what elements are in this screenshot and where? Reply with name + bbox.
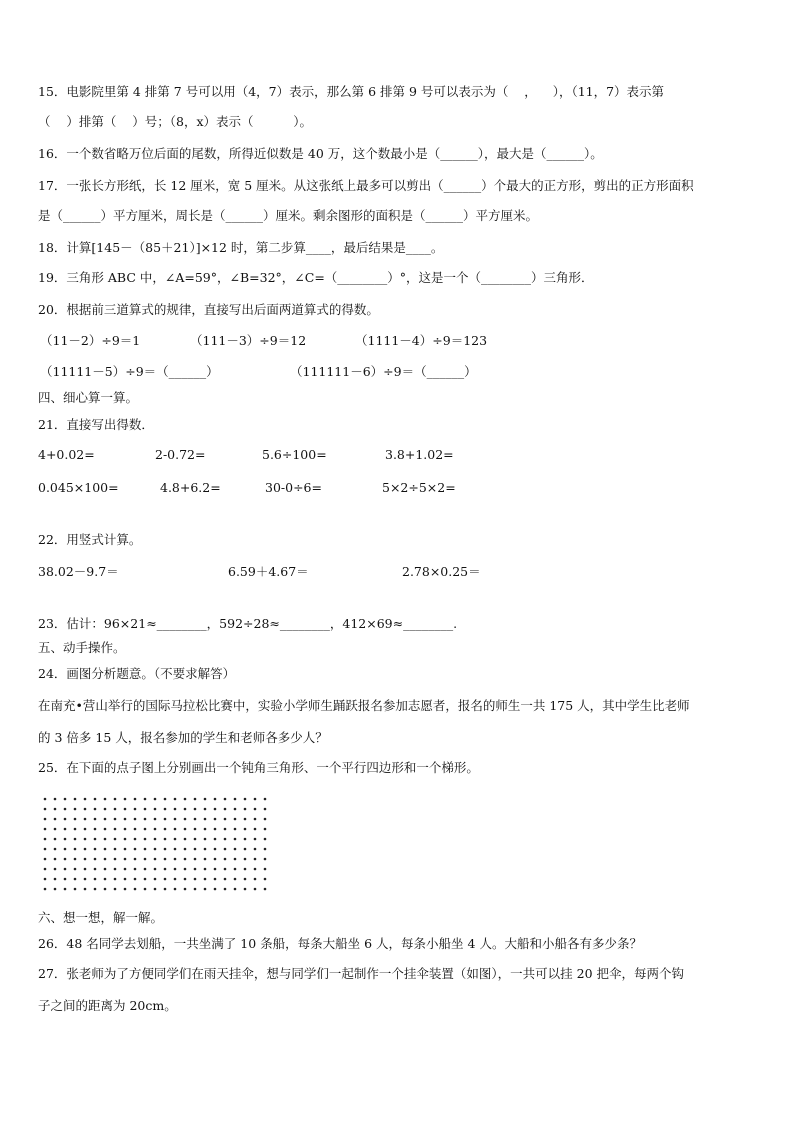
grid-dot bbox=[84, 888, 87, 891]
grid-dot bbox=[114, 848, 117, 851]
grid-dot bbox=[94, 818, 97, 821]
grid-dot bbox=[174, 868, 177, 871]
grid-dot bbox=[234, 818, 237, 821]
grid-dot bbox=[214, 838, 217, 841]
grid-dot bbox=[204, 888, 207, 891]
grid-dot bbox=[264, 838, 267, 841]
q27-line1: 27．张老师为了方便同学们在雨天挂伞，想与同学们一起制作一个挂伞装置（如图），一共可以挂 20 把伞，每两个钩 bbox=[38, 966, 685, 981]
grid-dot bbox=[164, 858, 167, 861]
grid-dot bbox=[44, 828, 47, 831]
grid-dot bbox=[124, 838, 127, 841]
grid-dot bbox=[124, 878, 127, 881]
grid-dot bbox=[244, 828, 247, 831]
grid-dot bbox=[234, 868, 237, 871]
grid-dot bbox=[64, 798, 67, 801]
q17-line2: 是（______）平方厘米，周长是（______）厘米。剩余图形的面积是（______）平方厘米。 bbox=[38, 208, 539, 223]
q21-item-7: 30-0÷6= bbox=[265, 480, 322, 495]
q20-expr-1: （11－2）÷9＝1 bbox=[40, 333, 141, 348]
grid-dot bbox=[174, 878, 177, 881]
grid-dot bbox=[264, 848, 267, 851]
q19: 19．三角形 ABC 中，∠A=59°，∠B=32°，∠C=（________）°，这是一个（________）三角形． bbox=[38, 270, 594, 285]
grid-dot bbox=[184, 878, 187, 881]
grid-dot bbox=[164, 818, 167, 821]
grid-dot bbox=[64, 848, 67, 851]
grid-dot bbox=[114, 838, 117, 841]
grid-dot bbox=[174, 828, 177, 831]
grid-dot bbox=[174, 818, 177, 821]
grid-dot bbox=[104, 858, 107, 861]
grid-dot bbox=[144, 858, 147, 861]
grid-dot bbox=[84, 798, 87, 801]
q21-intro: 21．直接写出得数． bbox=[38, 417, 154, 432]
grid-dot bbox=[224, 818, 227, 821]
grid-dot bbox=[234, 838, 237, 841]
grid-dot bbox=[214, 868, 217, 871]
grid-dot bbox=[234, 878, 237, 881]
grid-dot bbox=[84, 848, 87, 851]
grid-dot bbox=[124, 828, 127, 831]
grid-dot bbox=[154, 858, 157, 861]
grid-dot bbox=[194, 808, 197, 811]
grid-dot bbox=[224, 878, 227, 881]
grid-dot bbox=[214, 798, 217, 801]
grid-dot bbox=[104, 818, 107, 821]
grid-dot bbox=[264, 818, 267, 821]
grid-dot bbox=[114, 878, 117, 881]
grid-dot bbox=[254, 888, 257, 891]
grid-dot bbox=[144, 878, 147, 881]
grid-dot bbox=[124, 858, 127, 861]
grid-dot bbox=[244, 838, 247, 841]
grid-dot bbox=[74, 848, 77, 851]
grid-dot bbox=[144, 848, 147, 851]
grid-dot bbox=[114, 858, 117, 861]
grid-dot bbox=[64, 878, 67, 881]
grid-dot bbox=[184, 828, 187, 831]
grid-dot bbox=[124, 798, 127, 801]
grid-dot bbox=[64, 858, 67, 861]
grid-dot bbox=[234, 798, 237, 801]
grid-dot bbox=[94, 828, 97, 831]
grid-dot bbox=[264, 798, 267, 801]
grid-dot bbox=[144, 828, 147, 831]
grid-dot bbox=[244, 818, 247, 821]
grid-dot bbox=[134, 858, 137, 861]
grid-dot bbox=[104, 798, 107, 801]
grid-dot bbox=[64, 838, 67, 841]
grid-dot bbox=[204, 838, 207, 841]
grid-dot bbox=[194, 888, 197, 891]
grid-dot bbox=[44, 878, 47, 881]
q20-expr-5: （111111－6）÷9＝（______） bbox=[290, 364, 477, 379]
grid-dot bbox=[84, 868, 87, 871]
grid-dot bbox=[154, 838, 157, 841]
grid-dot bbox=[114, 828, 117, 831]
grid-dot bbox=[94, 878, 97, 881]
grid-dot bbox=[74, 838, 77, 841]
grid-dot bbox=[164, 878, 167, 881]
grid-dot bbox=[184, 868, 187, 871]
q27-line2: 子之间的距离为 20cm。 bbox=[38, 998, 177, 1013]
q23: 23．估计：96×21≈________，592÷28≈________，412×69≈________. bbox=[38, 616, 458, 631]
grid-dot bbox=[254, 798, 257, 801]
grid-dot bbox=[204, 808, 207, 811]
grid-dot bbox=[244, 878, 247, 881]
q21-item-1: 4+0.02= bbox=[38, 447, 95, 462]
grid-dot bbox=[54, 818, 57, 821]
grid-dot bbox=[244, 798, 247, 801]
grid-dot bbox=[214, 818, 217, 821]
grid-dot bbox=[104, 888, 107, 891]
grid-dot bbox=[134, 798, 137, 801]
grid-dot bbox=[204, 858, 207, 861]
grid-dot bbox=[114, 868, 117, 871]
grid-dot bbox=[134, 818, 137, 821]
grid-dot bbox=[74, 798, 77, 801]
q15-line1: 15．电影院里第 4 排第 7 号可以用（4，7）表示，那么第 6 排第 9 号可以表示为（ ， ），（11，7）表示第 bbox=[38, 84, 665, 99]
grid-dot bbox=[164, 838, 167, 841]
q25: 25．在下面的点子图上分别画出一个钝角三角形、一个平行四边形和一个梯形。 bbox=[38, 760, 479, 775]
grid-dot bbox=[114, 888, 117, 891]
grid-dot bbox=[164, 828, 167, 831]
q24-line1: 在南充•营山举行的国际马拉松比赛中，实验小学师生踊跃报名参加志愿者，报名的师生一共 175 人，其中学生比老师 bbox=[38, 698, 690, 713]
grid-dot bbox=[264, 868, 267, 871]
grid-dot bbox=[224, 888, 227, 891]
grid-dot bbox=[214, 848, 217, 851]
grid-dot bbox=[124, 888, 127, 891]
grid-dot bbox=[264, 808, 267, 811]
grid-dot bbox=[134, 828, 137, 831]
grid-dot bbox=[194, 828, 197, 831]
grid-dot bbox=[164, 868, 167, 871]
q22-intro: 22．用竖式计算。 bbox=[38, 532, 142, 547]
grid-dot bbox=[194, 848, 197, 851]
grid-dot bbox=[54, 878, 57, 881]
section-6-heading: 六、想一想，解一解。 bbox=[38, 910, 164, 925]
q21-item-2: 2-0.72= bbox=[155, 447, 206, 462]
grid-dot bbox=[254, 838, 257, 841]
section-4-heading: 四、细心算一算。 bbox=[38, 390, 139, 405]
grid-dot bbox=[214, 858, 217, 861]
grid-dot bbox=[194, 798, 197, 801]
grid-dot bbox=[44, 808, 47, 811]
grid-dot bbox=[124, 808, 127, 811]
q20-expr-3: （1111－4）÷9＝123 bbox=[355, 333, 488, 348]
grid-dot bbox=[254, 878, 257, 881]
grid-dot bbox=[224, 798, 227, 801]
grid-dot bbox=[144, 888, 147, 891]
grid-dot bbox=[144, 838, 147, 841]
grid-dot bbox=[44, 858, 47, 861]
grid-dot bbox=[94, 868, 97, 871]
grid-dot bbox=[144, 818, 147, 821]
grid-dot bbox=[204, 818, 207, 821]
grid-dot bbox=[234, 808, 237, 811]
grid-dot bbox=[174, 848, 177, 851]
grid-dot bbox=[134, 808, 137, 811]
grid-dot bbox=[194, 838, 197, 841]
grid-dot bbox=[254, 828, 257, 831]
grid-dot bbox=[254, 818, 257, 821]
grid-dot bbox=[54, 808, 57, 811]
grid-dot bbox=[264, 828, 267, 831]
grid-dot bbox=[194, 818, 197, 821]
grid-dot bbox=[234, 848, 237, 851]
q21-item-4: 3.8+1.02= bbox=[385, 447, 454, 462]
grid-dot bbox=[164, 798, 167, 801]
grid-dot bbox=[44, 888, 47, 891]
grid-dot bbox=[264, 888, 267, 891]
grid-dot bbox=[94, 808, 97, 811]
grid-dot bbox=[154, 878, 157, 881]
grid-dot bbox=[224, 828, 227, 831]
grid-dot bbox=[224, 858, 227, 861]
grid-dot bbox=[234, 858, 237, 861]
grid-dot bbox=[154, 868, 157, 871]
grid-dot bbox=[204, 868, 207, 871]
q20-expr-2: （111－3）÷9＝12 bbox=[190, 333, 307, 348]
grid-dot bbox=[154, 798, 157, 801]
grid-dot bbox=[224, 868, 227, 871]
q21-item-8: 5×2÷5×2= bbox=[382, 480, 456, 495]
grid-dot bbox=[184, 888, 187, 891]
grid-dot bbox=[44, 818, 47, 821]
grid-dot bbox=[174, 798, 177, 801]
grid-dot bbox=[204, 878, 207, 881]
grid-dot bbox=[134, 888, 137, 891]
grid-dot bbox=[184, 848, 187, 851]
grid-dot bbox=[64, 818, 67, 821]
grid-dot bbox=[204, 828, 207, 831]
grid-dot bbox=[134, 848, 137, 851]
grid-dot bbox=[114, 798, 117, 801]
grid-dot bbox=[54, 838, 57, 841]
grid-dot bbox=[144, 798, 147, 801]
grid-dot bbox=[94, 798, 97, 801]
grid-dot bbox=[244, 858, 247, 861]
grid-dot bbox=[44, 838, 47, 841]
grid-dot bbox=[214, 828, 217, 831]
grid-dot bbox=[224, 808, 227, 811]
grid-dot bbox=[104, 878, 107, 881]
grid-dot bbox=[74, 808, 77, 811]
grid-dot bbox=[94, 858, 97, 861]
grid-dot bbox=[84, 858, 87, 861]
grid-dot bbox=[114, 808, 117, 811]
q17-line1: 17．一张长方形纸，长 12 厘米，宽 5 厘米。从这张纸上最多可以剪出（______）个最大的正方形，剪出的正方形面积 bbox=[38, 178, 694, 193]
grid-dot bbox=[74, 868, 77, 871]
grid-dot bbox=[164, 848, 167, 851]
grid-dot bbox=[174, 838, 177, 841]
grid-dot bbox=[194, 878, 197, 881]
grid-dot bbox=[184, 838, 187, 841]
grid-dot bbox=[174, 858, 177, 861]
grid-dot bbox=[214, 878, 217, 881]
grid-dot bbox=[104, 808, 107, 811]
q21-item-3: 5.6÷100= bbox=[262, 447, 327, 462]
grid-dot bbox=[84, 808, 87, 811]
grid-dot bbox=[104, 868, 107, 871]
grid-dot bbox=[204, 798, 207, 801]
grid-dot bbox=[104, 848, 107, 851]
grid-dot bbox=[254, 808, 257, 811]
grid-dot bbox=[54, 858, 57, 861]
q20-intro: 20．根据前三道算式的规律，直接写出后面两道算式的得数。 bbox=[38, 302, 379, 317]
grid-dot bbox=[134, 878, 137, 881]
grid-dot bbox=[154, 808, 157, 811]
grid-dot bbox=[174, 808, 177, 811]
q24-line2: 的 3 倍多 15 人，报名参加的学生和老师各多少人？ bbox=[38, 730, 328, 745]
grid-dot bbox=[54, 888, 57, 891]
grid-dot bbox=[214, 888, 217, 891]
grid-dot bbox=[124, 848, 127, 851]
grid-dot bbox=[264, 858, 267, 861]
grid-dot bbox=[54, 868, 57, 871]
grid-dot bbox=[254, 868, 257, 871]
grid-dot bbox=[64, 888, 67, 891]
grid-dot bbox=[74, 888, 77, 891]
section-5-heading: 五、动手操作。 bbox=[38, 640, 126, 655]
grid-dot bbox=[204, 848, 207, 851]
q18: 18．计算[145－（85＋21）]×12 时，第二步算____，最后结果是____。 bbox=[38, 240, 444, 255]
q22-item-1: 38.02－9.7＝ bbox=[38, 564, 119, 579]
grid-dot bbox=[54, 798, 57, 801]
q16: 16．一个数省略万位后面的尾数，所得近似数是 40 万，这个数最小是（______），最大是（______）。 bbox=[38, 146, 603, 161]
grid-dot bbox=[154, 828, 157, 831]
grid-dot bbox=[94, 848, 97, 851]
grid-dot bbox=[104, 838, 107, 841]
grid-dot bbox=[144, 808, 147, 811]
grid-dot bbox=[194, 868, 197, 871]
grid-dot bbox=[114, 818, 117, 821]
grid-dot bbox=[84, 818, 87, 821]
grid-dot bbox=[244, 808, 247, 811]
grid-dot bbox=[244, 848, 247, 851]
grid-dot bbox=[244, 888, 247, 891]
grid-dot bbox=[124, 868, 127, 871]
grid-dot bbox=[44, 868, 47, 871]
grid-dot bbox=[144, 868, 147, 871]
grid-dot bbox=[54, 848, 57, 851]
grid-dot bbox=[94, 838, 97, 841]
grid-dot bbox=[154, 818, 157, 821]
grid-dot bbox=[234, 888, 237, 891]
grid-dot bbox=[54, 828, 57, 831]
q20-expr-4: （11111－5）÷9＝（______） bbox=[40, 364, 219, 379]
grid-dot bbox=[184, 858, 187, 861]
grid-dot bbox=[264, 878, 267, 881]
grid-dot bbox=[164, 888, 167, 891]
grid-dot bbox=[74, 858, 77, 861]
grid-dot bbox=[124, 818, 127, 821]
grid-dot bbox=[74, 878, 77, 881]
q24-intro: 24．画图分析题意。（不要求解答） bbox=[38, 666, 236, 681]
grid-dot bbox=[104, 828, 107, 831]
grid-dot bbox=[234, 828, 237, 831]
grid-dot bbox=[84, 828, 87, 831]
grid-dot bbox=[44, 848, 47, 851]
grid-dot bbox=[214, 808, 217, 811]
grid-dot bbox=[184, 808, 187, 811]
q15-line2: （ ）排第（ ）号；（8，x）表示（ ）。 bbox=[38, 114, 313, 129]
grid-dot bbox=[244, 868, 247, 871]
grid-dot bbox=[44, 798, 47, 801]
grid-dot bbox=[94, 888, 97, 891]
grid-dot bbox=[74, 818, 77, 821]
grid-dot bbox=[174, 888, 177, 891]
grid-dot bbox=[134, 868, 137, 871]
grid-dot bbox=[194, 858, 197, 861]
dot-grid bbox=[42, 796, 274, 896]
grid-dot bbox=[154, 848, 157, 851]
grid-dot bbox=[64, 828, 67, 831]
grid-dot bbox=[164, 808, 167, 811]
grid-dot bbox=[254, 858, 257, 861]
q21-item-5: 0.045×100= bbox=[38, 480, 119, 495]
grid-dot bbox=[134, 838, 137, 841]
grid-dot bbox=[64, 868, 67, 871]
grid-dot bbox=[74, 828, 77, 831]
grid-dot bbox=[224, 848, 227, 851]
grid-dot bbox=[184, 798, 187, 801]
grid-dot bbox=[184, 818, 187, 821]
q26: 26．48 名同学去划船，一共坐满了 10 条船，每条大船坐 6 人，每条小船坐 4 人。大船和小船各有多少条？ bbox=[38, 936, 642, 951]
grid-dot bbox=[64, 808, 67, 811]
q22-item-2: 6.59＋4.67＝ bbox=[228, 564, 309, 579]
grid-dot bbox=[254, 848, 257, 851]
q22-item-3: 2.78×0.25＝ bbox=[402, 564, 481, 579]
grid-dot bbox=[84, 878, 87, 881]
grid-dot bbox=[154, 888, 157, 891]
q21-item-6: 4.8+6.2= bbox=[160, 480, 221, 495]
grid-dot bbox=[84, 838, 87, 841]
grid-dot bbox=[224, 838, 227, 841]
